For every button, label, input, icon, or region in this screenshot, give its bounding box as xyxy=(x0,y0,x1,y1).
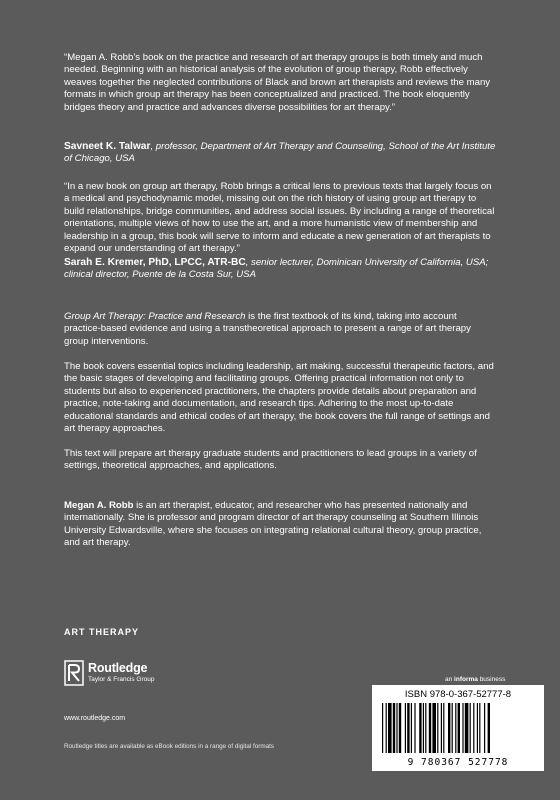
barcode-bar xyxy=(407,703,409,753)
barcode-bars xyxy=(380,703,536,755)
barcode-bar xyxy=(458,703,460,753)
barcode-bar xyxy=(382,703,383,753)
barcode-bar xyxy=(448,703,450,753)
barcode-bar xyxy=(484,703,485,753)
author-name: Megan A. Robb xyxy=(64,500,134,511)
informa-business-label xyxy=(445,676,505,683)
barcode-bar xyxy=(405,703,406,753)
quote-1-text: “Megan A. Robb’s book on the practice and research of art therapy groups is both timely and much needed. Beginning with an historical analysis of the evolution of group therapy, Robb effectively weaves together the neglected contributions of Black and brown art therapists and reviews the many formats in which group art therapy has been conceptualized and practiced. The book eloquently bridges theory and practice and advances diverse possibilities for art therapy.” xyxy=(64,52,491,113)
barcode-bar xyxy=(414,703,415,753)
author-bio-text: is an art therapist, educator, and researcher who has presented nationally and internationally. She is professor and program director of art therapy counseling at Southern Illinois University Edwardsville, where she focuses on integrating relational cultural theory, group practice, and art therapy. xyxy=(64,500,482,549)
quote-2-role: , senior lecturer, Dominican University of California, USA; clinical director, Puente de la Costa Sur, USA xyxy=(64,257,489,281)
endorsement-quote-2 xyxy=(64,181,496,255)
endorsement-attribution-1 xyxy=(64,141,496,166)
author-bio xyxy=(64,500,496,550)
barcode-bar xyxy=(473,703,474,753)
quote-2-author: Sarah E. Kremer, PhD, LPCC, ATR-BC xyxy=(64,257,246,268)
barcode-bar xyxy=(393,703,395,753)
isbn-text: ISBN 978-0-367-52777-8 xyxy=(404,689,512,700)
barcode xyxy=(372,685,544,771)
barcode-bar xyxy=(423,703,424,753)
quote-1-role: , professor, Department of Art Therapy and Counseling, School of the Art Institute of Chicago, USA xyxy=(64,141,496,165)
publisher-name: Routledge xyxy=(88,661,148,675)
barcode-bar xyxy=(396,703,397,753)
description-paragraph-1 xyxy=(64,311,496,348)
barcode-bar xyxy=(429,703,431,753)
quote-2-text: “In a new book on group art therapy, Robb brings a critical lens to previous texts that largely focus on a medical and psychodynamic model, missing out on the rich history of using group art therapy to build relationships, bridge communities, and address social issues. By including a range of theoretical orientations, multiple views of how to use the art, and a more humanistic view of membership and leadership in a group, this book will serve to inform and educate a new generation of art therapists to expand our understanding of art therapy.” xyxy=(64,181,495,255)
barcode-bar xyxy=(462,703,463,753)
barcode-bar xyxy=(386,703,387,753)
barcode-bar xyxy=(465,703,469,753)
barcode-bar xyxy=(425,703,426,753)
book-title: Group Art Therapy: Practice and Research xyxy=(64,311,246,322)
description-paragraph-3: This text will prepare art therapy graduate students and practitioners to lead groups in a variety of settings, theoretical approaches, and applications. xyxy=(64,448,477,472)
description-p1-text: is the first textbook of its kind, taking into account practice-based evidence and using a transtheoretical approach to present a range of art therapy group interventions. xyxy=(64,311,471,347)
barcode-bar xyxy=(479,703,480,753)
barcode-bar xyxy=(411,703,412,753)
barcode-bar xyxy=(455,703,456,753)
quote-1-author: Savneet K. Talwar xyxy=(64,141,151,152)
publisher-group: Taylor & Francis Group xyxy=(88,676,155,683)
routledge-logo-icon xyxy=(64,660,84,686)
publisher-url: www.routledge.com xyxy=(64,715,126,722)
barcode-bar xyxy=(443,703,444,753)
barcode-bar xyxy=(399,703,401,753)
informa-suffix: business xyxy=(477,676,506,683)
endorsement-quote-1 xyxy=(64,52,496,114)
barcode-bar xyxy=(470,703,471,753)
barcode-bar xyxy=(437,703,438,753)
barcode-bar xyxy=(432,703,436,753)
barcode-bar xyxy=(477,703,478,753)
informa-brand: informa xyxy=(454,676,478,683)
barcode-bar xyxy=(388,703,392,753)
barcode-bar xyxy=(488,703,490,753)
ebook-note: Routledge titles are available as eBook editions in a range of digital formats xyxy=(64,743,275,750)
barcode-bar xyxy=(452,703,453,753)
informa-prefix: an xyxy=(445,676,455,683)
barcode-bar xyxy=(419,703,421,753)
barcode-digits: 9 780367 527778 xyxy=(407,757,509,768)
description-paragraph-2: The book covers essential topics including leadership, art making, successful therapeutic factors, and the basic stages of developing and facilitating groups. Offering practical information not only to students but also to experienced practitioners, the chapters provide details about preparation and practice, note-taking and documentation, and research tips. Adhering to the most up-to-date educational standards and ethical codes of art therapy, the book covers the full range of settings and art therapy approaches. xyxy=(64,361,494,435)
subject-category: ART THERAPY xyxy=(64,627,140,637)
publisher-logo xyxy=(64,658,264,690)
barcode-bar xyxy=(441,703,442,753)
endorsement-attribution-2 xyxy=(64,257,496,282)
